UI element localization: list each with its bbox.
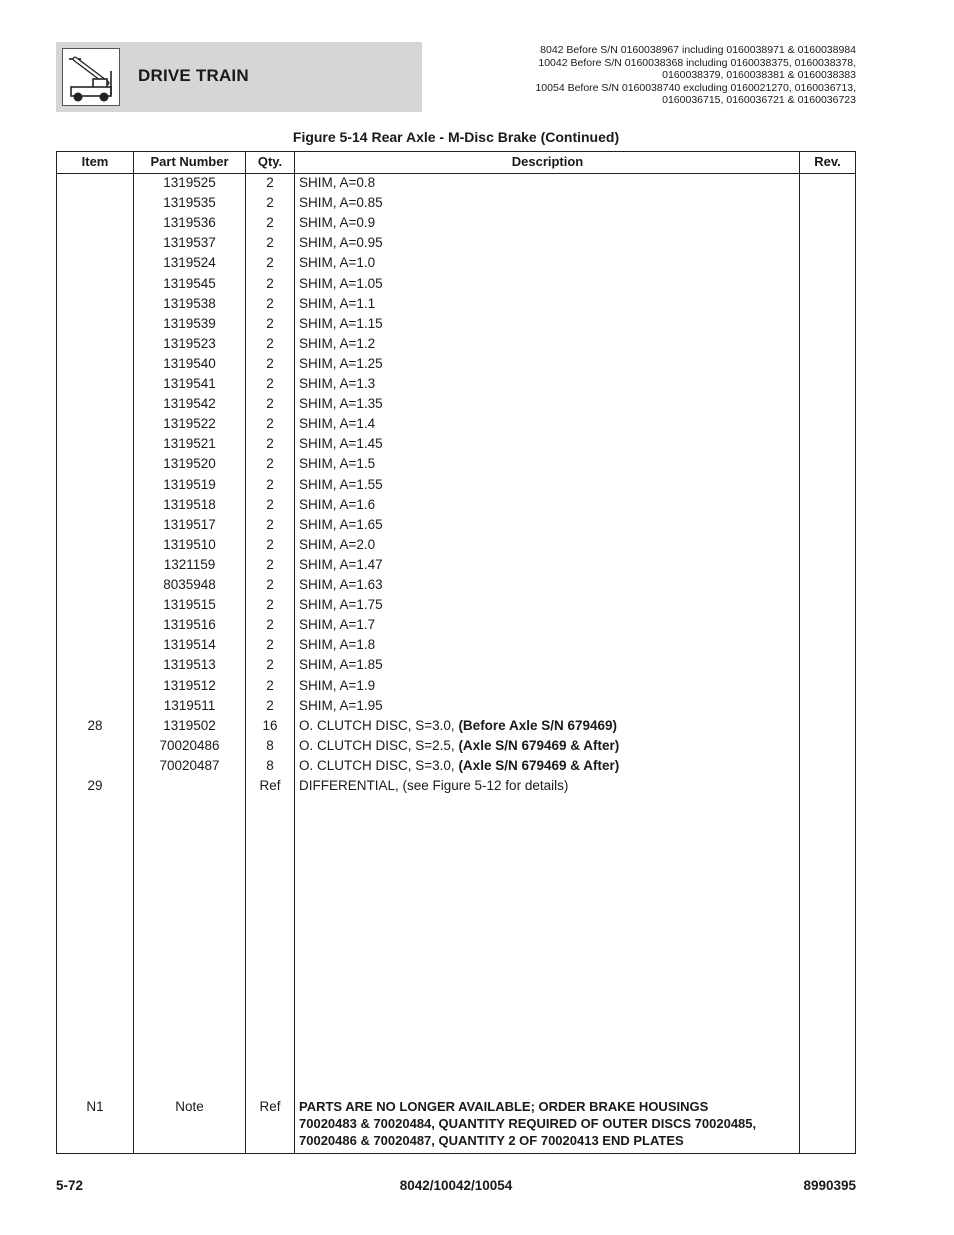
serial-line: 8042 Before S/N 0160038967 including 0160038971 & 0160038984	[540, 44, 856, 56]
qty-cell: 2	[266, 637, 274, 653]
table-row	[57, 555, 855, 575]
note-line: PARTS ARE NO LONGER AVAILABLE; ORDER BRAKE HOUSINGS	[299, 1099, 709, 1114]
table-row	[57, 334, 855, 354]
description-cell	[299, 696, 799, 716]
qty-cell: 2	[266, 697, 274, 713]
description-text: SHIM, A=1.9	[299, 677, 376, 693]
description-cell	[299, 334, 799, 354]
description-cell	[299, 515, 799, 535]
table-row	[57, 736, 855, 756]
table-row	[57, 595, 855, 615]
description-cell	[299, 676, 799, 696]
description-cell	[299, 595, 799, 615]
description-text: SHIM, A=1.55	[299, 476, 383, 492]
description-text: SHIM, A=1.15	[299, 315, 383, 331]
description-text: SHIM, A=1.8	[299, 637, 376, 653]
description-text: O. CLUTCH DISC, S=2.5,	[299, 737, 455, 753]
part-number-cell: 1319545	[163, 275, 216, 291]
description-cell	[299, 394, 799, 414]
qty-cell: 2	[266, 275, 274, 291]
section-title: DRIVE TRAIN	[138, 66, 249, 85]
description-cell	[299, 655, 799, 675]
description-text: SHIM, A=1.35	[299, 396, 383, 412]
table-row	[57, 394, 855, 414]
serial-line: 0160036715, 0160036721 & 0160036723	[662, 94, 856, 107]
part-number-cell: 1319512	[163, 677, 216, 693]
table-row	[57, 635, 855, 655]
qty-cell: 2	[266, 617, 274, 633]
part-number-cell: 1319537	[163, 235, 216, 251]
qty-cell: 2	[266, 215, 274, 231]
description-text: SHIM, A=1.2	[299, 335, 376, 351]
part-number-cell: 1319518	[163, 496, 216, 512]
part-number-cell: 1319514	[163, 637, 216, 653]
description-cell	[299, 414, 799, 434]
description-cell	[299, 495, 799, 515]
qty-cell: 2	[266, 577, 274, 592]
table-row	[57, 213, 855, 233]
table-row	[57, 535, 855, 555]
description-text: SHIM, A=1.5	[299, 456, 376, 472]
serial-line: 0160038379, 0160038381 & 0160038383	[662, 69, 856, 82]
qty-cell: 2	[266, 597, 274, 613]
qty-cell: 2	[266, 235, 274, 251]
serial-line: 10042 Before S/N 0160038368 including 0160038375, 0160038378,	[538, 56, 856, 69]
part-number-cell: 8035948	[163, 577, 216, 592]
qty-cell: 2	[266, 456, 274, 472]
part-number-cell: 1319538	[163, 295, 216, 311]
qty-cell: 2	[266, 657, 274, 673]
qty-cell: 2	[266, 195, 274, 211]
description-cell	[299, 173, 799, 193]
part-number-cell: 70020486	[159, 737, 220, 753]
serial-number-applicability	[436, 44, 856, 107]
qty-cell: 2	[266, 315, 274, 331]
table-row	[57, 495, 855, 515]
description-cell	[299, 454, 799, 474]
description-serial-note: (Axle S/N 679469 & After)	[458, 737, 620, 753]
part-number-cell: 1319525	[163, 175, 216, 190]
part-number-cell: 1319517	[163, 516, 216, 532]
header-part-number: Part Number	[150, 154, 229, 169]
table-row	[57, 193, 855, 213]
description-cell	[299, 716, 799, 736]
table-row	[57, 615, 855, 635]
part-number-cell: 1319521	[163, 436, 216, 452]
section-header	[56, 42, 422, 112]
model-numbers: 8042/10042/10054	[399, 1178, 513, 1193]
description-text: SHIM, A=1.25	[299, 355, 383, 371]
description-text: SHIM, A=1.95	[299, 697, 383, 713]
description-text: SHIM, A=1.1	[299, 295, 376, 311]
part-number-cell: 1319535	[163, 195, 216, 211]
description-cell	[299, 635, 799, 655]
qty-cell: 2	[266, 476, 274, 492]
part-number-cell: 1319523	[163, 335, 216, 351]
description-text: SHIM, A=1.45	[299, 436, 383, 452]
description-text: SHIM, A=1.47	[299, 556, 383, 572]
qty-cell: 2	[266, 355, 274, 371]
part-number-cell: 1319516	[163, 617, 216, 633]
qty-cell: Ref	[259, 778, 281, 793]
part-number-cell: 1319522	[163, 416, 216, 432]
part-number-cell: 1319540	[163, 355, 216, 371]
description-cell	[299, 274, 799, 294]
description-cell	[299, 555, 799, 575]
table-row	[57, 756, 855, 776]
table-row	[57, 676, 855, 696]
part-number-cell: 1319510	[163, 536, 216, 552]
qty-cell: 2	[266, 335, 274, 351]
description-text: SHIM, A=1.75	[299, 597, 383, 613]
description-serial-note: (Axle S/N 679469 & After)	[458, 757, 620, 773]
description-cell	[299, 294, 799, 314]
serial-line: 10054 Before S/N 0160038740 excluding 0160021270, 0160036713,	[535, 81, 856, 94]
parts-table	[56, 151, 856, 1154]
table-row	[57, 294, 855, 314]
qty-cell: 16	[262, 717, 278, 733]
table-row	[57, 233, 855, 253]
part-number-cell: 1319511	[163, 697, 216, 713]
table-row	[57, 274, 855, 294]
qty-cell: 2	[266, 556, 274, 572]
description-cell	[299, 736, 799, 756]
table-row	[57, 696, 855, 716]
item-cell: 29	[87, 778, 103, 793]
qty-cell: 8	[266, 737, 274, 753]
part-number-cell: 1319513	[163, 657, 216, 673]
description-text: SHIM, A=1.85	[299, 657, 383, 673]
description-cell	[299, 776, 799, 796]
description-cell	[299, 213, 799, 233]
part-number-cell: 1319502	[163, 717, 216, 733]
part-number-cell: 1319519	[163, 476, 216, 492]
description-cell	[299, 615, 799, 635]
header-item: Item	[81, 154, 109, 169]
description-text: SHIM, A=0.9	[299, 215, 376, 231]
page-number: 5-72	[56, 1178, 84, 1193]
note-line: 70020486 & 70020487, QUANTITY 2 OF 70020413 END PLATES	[299, 1133, 684, 1148]
manual-number: 8990395	[803, 1178, 856, 1193]
part-number-cell: 1319520	[163, 456, 216, 472]
part-number-cell: 1319536	[163, 215, 216, 231]
qty-cell: 2	[266, 295, 274, 311]
description-text: SHIM, A=0.8	[299, 175, 376, 190]
description-text: SHIM, A=1.3	[299, 376, 376, 391]
table-row	[57, 454, 855, 474]
table-row	[57, 776, 855, 796]
description-cell	[299, 314, 799, 334]
description-cell	[299, 434, 799, 454]
table-row	[57, 314, 855, 334]
note-item: N1	[86, 1099, 104, 1114]
table-row	[57, 475, 855, 495]
description-text: SHIM, A=1.05	[299, 275, 383, 291]
description-cell	[299, 193, 799, 213]
description-cell	[299, 233, 799, 253]
qty-cell: 2	[266, 175, 274, 190]
table-row	[57, 253, 855, 273]
description-cell	[299, 374, 799, 394]
part-number-cell: 70020487	[159, 757, 220, 773]
description-text: SHIM, A=0.95	[299, 235, 383, 251]
item-cell: 28	[87, 717, 103, 733]
table-header	[57, 152, 855, 174]
description-text: SHIM, A=0.85	[299, 195, 383, 211]
header-qty: Qty.	[257, 154, 283, 169]
part-number-cell: 1321159	[163, 556, 216, 572]
description-text: SHIM, A=1.0	[299, 255, 376, 271]
table-row	[57, 354, 855, 374]
description-text: O. CLUTCH DISC, S=3.0,	[299, 757, 455, 773]
description-text: SHIM, A=1.63	[299, 577, 383, 592]
note-description	[299, 1098, 799, 1149]
note-line: 70020483 & 70020484, QUANTITY REQUIRED OF OUTER DISCS 70020485,	[299, 1116, 757, 1131]
table-row	[57, 434, 855, 454]
description-cell	[299, 575, 799, 595]
header-rev: Rev.	[814, 154, 841, 169]
qty-cell: 2	[266, 536, 274, 552]
qty-cell: 2	[266, 416, 274, 432]
table-row	[57, 655, 855, 675]
qty-cell: 2	[266, 677, 274, 693]
table-row	[57, 575, 855, 595]
table-row-note	[57, 1098, 855, 1154]
part-number-cell: 1319515	[163, 597, 216, 613]
note-part: Note	[175, 1099, 204, 1114]
table-row	[57, 515, 855, 535]
description-cell	[299, 756, 799, 776]
note-qty: Ref	[259, 1099, 281, 1114]
qty-cell: 2	[266, 436, 274, 452]
description-text: DIFFERENTIAL, (see Figure 5-12 for details)	[299, 778, 569, 793]
description-cell	[299, 354, 799, 374]
description-serial-note: (Before Axle S/N 679469)	[458, 717, 618, 733]
qty-cell: 2	[266, 396, 274, 412]
table-row	[57, 716, 855, 736]
qty-cell: 2	[266, 516, 274, 532]
part-number-cell: 1319541	[163, 376, 216, 391]
qty-cell: 8	[266, 757, 274, 773]
description-text: SHIM, A=1.65	[299, 516, 383, 532]
table-row	[57, 173, 855, 193]
part-number-cell: 1319539	[163, 315, 216, 331]
table-row	[57, 414, 855, 434]
table-row	[57, 374, 855, 394]
description-text: O. CLUTCH DISC, S=3.0,	[299, 717, 455, 733]
description-text: SHIM, A=1.4	[299, 416, 376, 432]
description-cell	[299, 475, 799, 495]
header-description: Description	[511, 154, 584, 169]
part-number-cell: 1319524	[163, 255, 216, 271]
qty-cell: 2	[266, 376, 274, 391]
description-text: SHIM, A=1.6	[299, 496, 376, 512]
description-text: SHIM, A=1.7	[299, 617, 376, 633]
figure-title: Figure 5-14 Rear Axle - M-Disc Brake (Continued)	[292, 129, 620, 145]
telehandler-logo-icon	[62, 48, 120, 106]
part-number-cell: 1319542	[163, 396, 216, 412]
qty-cell: 2	[266, 496, 274, 512]
qty-cell: 2	[266, 255, 274, 271]
description-cell	[299, 535, 799, 555]
description-cell	[299, 253, 799, 273]
description-text: SHIM, A=2.0	[299, 536, 376, 552]
